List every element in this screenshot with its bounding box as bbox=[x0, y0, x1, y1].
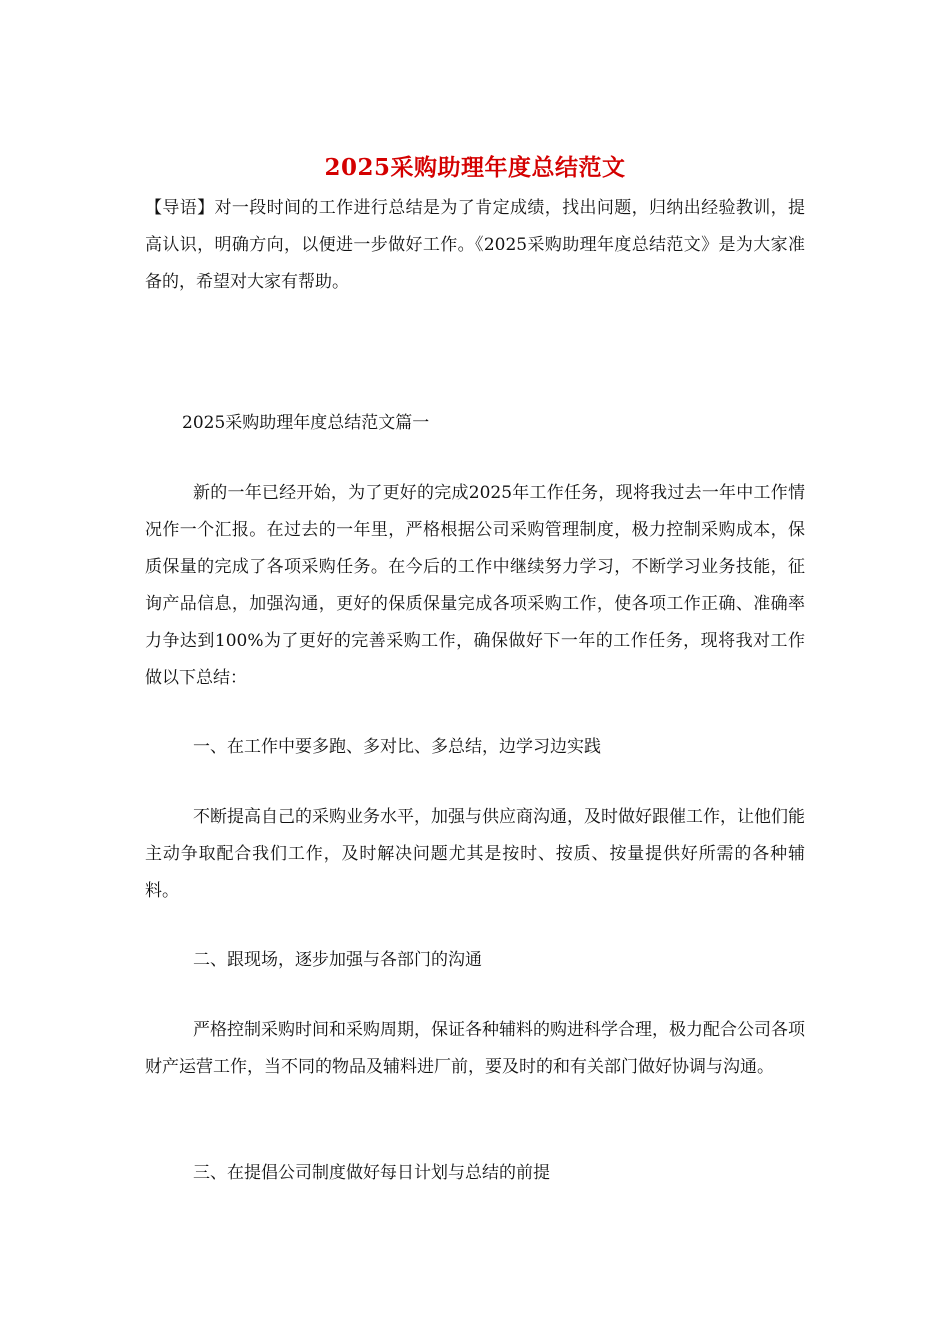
intro-paragraph: 【导语】对一段时间的工作进行总结是为了肯定成绩，找出问题，归纳出经验教训，提高认识，明确方向，以便进一步做好工作。《2025采购助理年度总结范文》是为大家准备的，希望对大家有帮助。 bbox=[145, 198, 805, 292]
body-paragraph-3: 严格控制采购时间和采购周期，保证各种辅料的购进科学合理，极力配合公司各项财产运营工作，当不同的物品及辅料进厂前，要及时的和有关部门做好协调与沟通。 bbox=[145, 1020, 805, 1077]
body-paragraph-1: 新的一年已经开始，为了更好的完成2025年工作任务，现将我过去一年中工作情况作一个汇报。在过去的一年里，严格根据公司采购管理制度，极力控制采购成本，保质保量的完成了各项采购任务。在今后的工作中继续努力学习，不断学习业务技能，征询产品信息，加强沟通，更好的保质保量完成各项采购工作，使各项工作正确、准确率力争达到100%为了更好的完善采购工作，确保做好下一年的工作任务，现将我对工作做以下总结： bbox=[145, 483, 805, 688]
section-heading-3: 三、在提倡公司制度做好每日计划与总结的前提 bbox=[193, 1163, 550, 1183]
section-heading-1: 一、在工作中要多跑、多对比、多总结，边学习边实践 bbox=[193, 737, 601, 757]
document-title: 2025采购助理年度总结范文 bbox=[324, 154, 626, 181]
section-title: 2025采购助理年度总结范文篇一 bbox=[182, 413, 430, 433]
body-paragraph-2: 不断提高自己的采购业务水平，加强与供应商沟通，及时做好跟催工作，让他们能主动争取配合我们工作，及时解决问题尤其是按时、按质、按量提供好所需的各种辅料。 bbox=[145, 807, 805, 901]
section-heading-2: 二、跟现场，逐步加强与各部门的沟通 bbox=[193, 950, 482, 970]
